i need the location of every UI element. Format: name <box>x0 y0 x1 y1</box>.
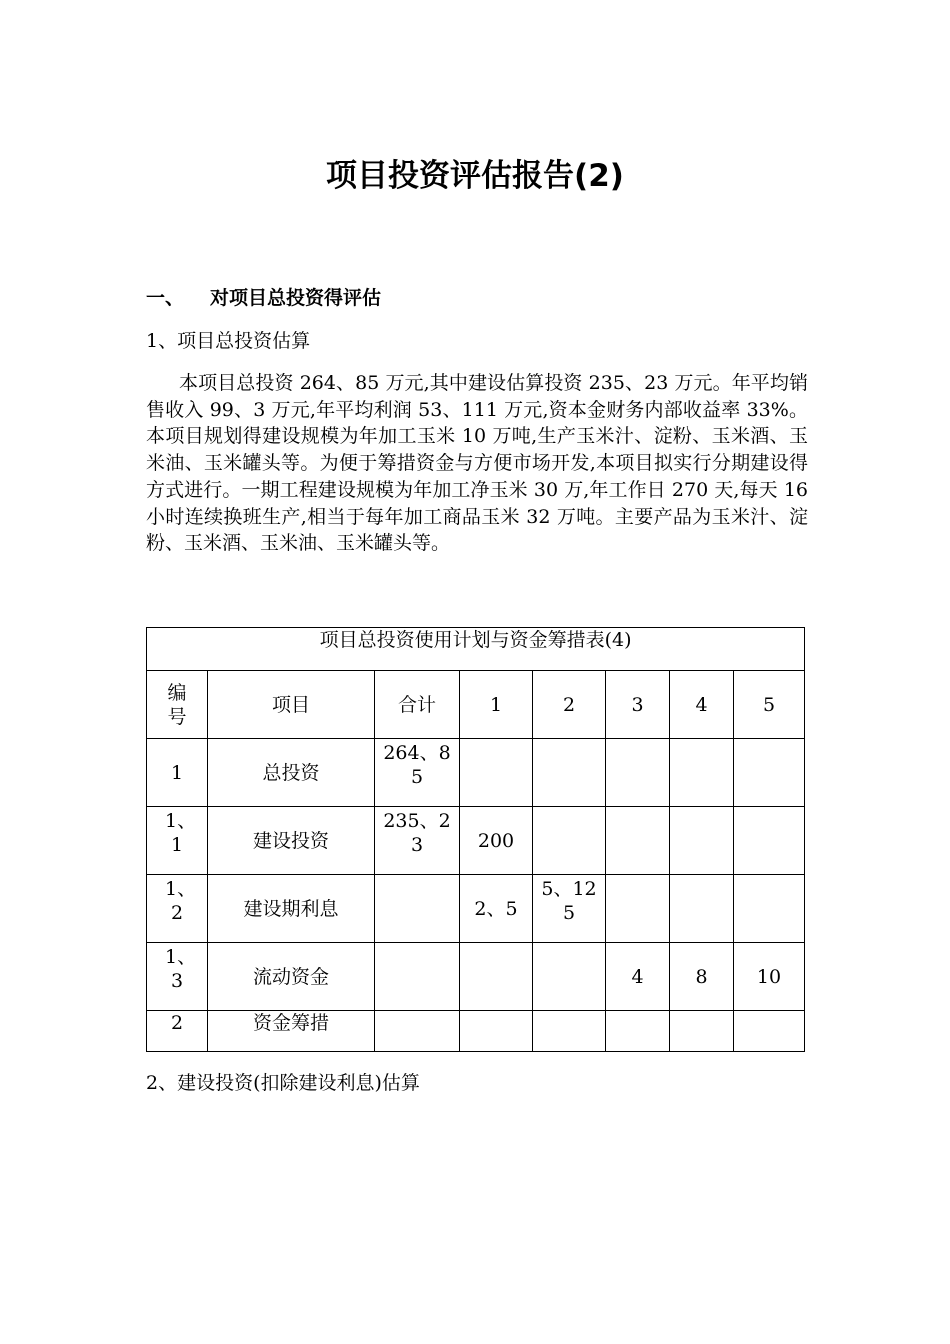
table-cell: 8 <box>670 943 734 1011</box>
header-cell: 1 <box>460 671 533 739</box>
table-cell: 4 <box>606 943 670 1011</box>
table-cell <box>670 1011 734 1052</box>
table-cell <box>533 739 606 807</box>
table-cell <box>533 875 606 943</box>
table-cell <box>606 875 670 943</box>
cell-text: 1、3 <box>165 946 197 992</box>
table-cell <box>375 875 460 943</box>
header-cell: 3 <box>606 671 670 739</box>
table-cell <box>533 1011 606 1052</box>
table-cell <box>375 943 460 1011</box>
cell-text: 1、2 <box>165 878 197 924</box>
table-row <box>147 807 805 875</box>
table-cell: 200 <box>460 807 533 875</box>
table-header-row <box>147 671 805 739</box>
investment-plan-table <box>146 627 805 1052</box>
table-cell: 2、5 <box>460 875 533 943</box>
table-cell <box>375 1011 460 1052</box>
header-cell <box>147 671 208 739</box>
table-cell: 流动资金 <box>208 943 375 1011</box>
header-cell: 2 <box>533 671 606 739</box>
table-caption: 项目总投资使用计划与资金筹措表(4) <box>147 628 805 671</box>
table-row <box>147 1011 805 1052</box>
page-title: 项目投资评估报告(2) <box>326 158 624 194</box>
table-cell <box>670 875 734 943</box>
cell-text: 1、1 <box>165 810 197 856</box>
header-text: 编号 <box>167 681 187 728</box>
section-number: 一、 <box>146 287 185 309</box>
table-cell <box>375 739 460 807</box>
subsection-heading-1: 1、项目总投资估算 <box>146 330 311 352</box>
subsection-heading-2: 2、建设投资(扣除建设利息)估算 <box>146 1072 420 1094</box>
cell-text: 264、85 <box>383 742 451 788</box>
table-cell <box>734 807 805 875</box>
table-cell <box>606 739 670 807</box>
section-title: 对项目总投资得评估 <box>210 287 382 309</box>
table-cell <box>533 807 606 875</box>
table-cell: 1 <box>147 739 208 807</box>
table-row <box>147 943 805 1011</box>
table-cell <box>460 1011 533 1052</box>
table-cell: 建设期利息 <box>208 875 375 943</box>
table-cell <box>533 943 606 1011</box>
body-paragraph: 本项目总投资 264、85 万元,其中建设估算投资 235、23 万元。年平均销售收入 99、3 万元,年平均利润 53、111 万元,资本金财务内部收益率 33%。本项目规划得建设规模为年加工玉米 10 万吨,生产玉米汁、淀粉、玉米酒、玉米油、玉米罐头等。为便于筹措资金与方便市场开发,本项目拟实行分期建设得方式进行。一期工程建设规模为年加工净玉米 30 万,年工作日 270 天,每天 16 小时连续换班生产,相当于每年加工商品玉米 32 万吨。主要产品为玉米汁、淀粉、玉米酒、玉米油、玉米罐头等。 <box>146 372 808 555</box>
header-cell: 合计 <box>375 671 460 739</box>
cell-text: 5、125 <box>541 878 597 924</box>
table-cell <box>460 943 533 1011</box>
table-cell <box>147 943 208 1011</box>
cell-text: 235、23 <box>383 810 451 856</box>
table-cell <box>606 807 670 875</box>
table-row <box>147 875 805 943</box>
table-cell <box>734 875 805 943</box>
header-cell: 4 <box>670 671 734 739</box>
table-cell <box>670 739 734 807</box>
table-cell: 总投资 <box>208 739 375 807</box>
table-row <box>147 739 805 807</box>
table-cell: 2 <box>147 1011 208 1052</box>
table-cell: 10 <box>734 943 805 1011</box>
section-heading <box>146 283 381 310</box>
table-cell <box>147 875 208 943</box>
header-cell: 项目 <box>208 671 375 739</box>
header-cell: 5 <box>734 671 805 739</box>
table-cell <box>460 739 533 807</box>
table-cell: 建设投资 <box>208 807 375 875</box>
table-cell <box>606 1011 670 1052</box>
table-cell: 资金筹措 <box>208 1011 375 1052</box>
table-cell <box>734 739 805 807</box>
table-cell <box>670 807 734 875</box>
table-cell <box>375 807 460 875</box>
table-cell <box>147 807 208 875</box>
table-cell <box>734 1011 805 1052</box>
